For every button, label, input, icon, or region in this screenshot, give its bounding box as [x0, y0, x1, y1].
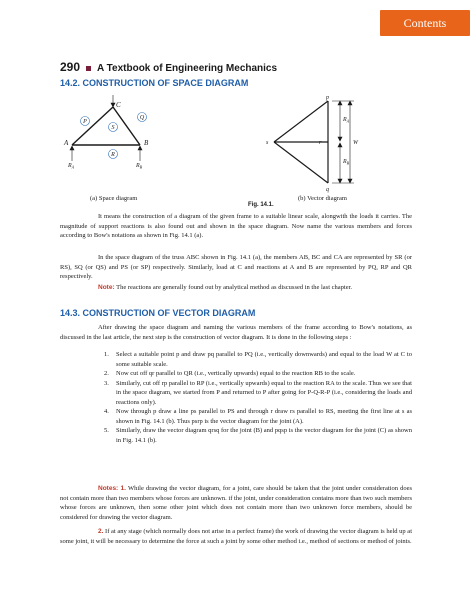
vector-dimension-labels: [342, 117, 359, 166]
steps-list: [60, 350, 412, 445]
step-number: 1.: [104, 351, 109, 358]
dimension-lines: [332, 101, 354, 183]
dim-w-bottom-head: [348, 179, 352, 183]
page-header: [60, 60, 277, 74]
paragraph-3: After drawing the space diagram and naming the various members of the frame according to Bow's notations, as discussed in the last article, the next step is the construction of vector diagram. It is done in the following steps :: [60, 324, 412, 341]
space-diagram-arrows: [70, 95, 142, 161]
dim-label-w: W: [353, 140, 358, 146]
notes-paragraph-2: [60, 527, 412, 546]
figure-label: Fig. 14.1.: [248, 202, 274, 208]
caption-vector-diagram: (b) Vector diagram: [298, 195, 347, 202]
book-title: A Textbook of Engineering Mechanics: [97, 63, 278, 74]
step-number: 2.: [104, 370, 109, 377]
vector-label-q: q: [326, 187, 329, 193]
dim-ra-bottom-head: [338, 137, 342, 141]
vector-label-s: s: [266, 140, 269, 146]
section-title-space-diagram: 14.2. CONSTRUCTION OF SPACE DIAGRAM: [60, 78, 249, 88]
contents-button[interactable]: Contents: [380, 10, 470, 36]
bow-label-r: R: [111, 152, 115, 158]
vector-labels: [266, 95, 329, 193]
vector-label-p: p: [326, 95, 329, 101]
caption-space-diagram: (a) Space diagram: [90, 195, 138, 202]
section-title-vector-diagram: 14.3. CONSTRUCTION OF VECTOR DIAGRAM: [60, 308, 256, 318]
step-text: Similarly, cut off rp parallel to RP (i.e., vertically upwards) equal to the reaction RA to the scale. Thus we see that in the space diagram, we started from P and returned to P after going for P-Q-R-P (i.e., considering the loads and reactions only).: [116, 379, 412, 406]
note-label: Note:: [98, 284, 115, 291]
dim-w-top-head: [348, 101, 352, 105]
step-text: Now cut off qr parallel to QR (i.e., vertically upwards) equal to the reaction RB to the scale.: [116, 370, 356, 377]
dim-ra-top-head: [338, 101, 342, 105]
step-item: [60, 350, 412, 369]
paragraph-1: It means the construction of a diagram of the given frame to a suitable linear scale, alongwith the loads it carries. The magnitude of support reactions is also found out and shown in the space diagram. Now name the various members and forces according to Bow's notations as shown in Fig. 14.1 (a).: [60, 213, 412, 239]
step-item: [60, 407, 412, 426]
label-c: C: [116, 101, 121, 109]
label-b: B: [144, 139, 149, 147]
reaction-a-head: [70, 146, 74, 150]
reaction-label-rb: $R_B$: [136, 163, 143, 170]
step-item: [60, 379, 412, 408]
page-number: 290: [60, 60, 81, 74]
reaction-labels-space: [67, 163, 143, 170]
notes-text-2: If at any stage (which normally does not arise in a perfect frame) the work of drawing the vector diagram is held up at some joint, it will be necessary to determine the force at such a joint by some other method i.e., method of sections or method of joints.: [60, 528, 412, 545]
bow-label-q: Q: [139, 115, 145, 121]
step-number: 3.: [104, 379, 109, 387]
notes-label-2: 2.: [98, 528, 104, 535]
reaction-label-ra: $R_A$: [68, 163, 75, 170]
dim-label-rb: $R_B$: [343, 159, 350, 166]
bow-label-p: P: [83, 119, 87, 125]
load-arrow-head: [111, 103, 115, 107]
bow-label-s: S: [111, 125, 115, 131]
notes-label-1: Notes: 1.: [98, 485, 126, 492]
label-a: A: [64, 139, 69, 147]
step-text: Similarly, draw the vector diagram qrsq for the joint (B) and pqsp is the vector diagram for the joint (C) as shown in Fig. 14.1 (b).: [116, 427, 412, 444]
line-sq: [274, 142, 328, 183]
note-paragraph: [60, 283, 412, 293]
dim-rb-bottom-head: [338, 179, 342, 183]
step-text: Now through p draw a line ps parallel to PS and through r draw rs parallel to RS, meeting the first line at s as shown in Fig. 14.1 (b). Thus psrp is the vector diagram for the joint (A).: [116, 408, 412, 425]
step-text: Select a suitable point p and draw pq parallel to PQ (i.e., vertically downwards) and equal to the load W at C to some suitable scale.: [116, 351, 412, 368]
vector-label-r: r: [319, 140, 322, 146]
line-sp: [274, 101, 328, 142]
header-square-icon: [86, 66, 91, 71]
note-text: The reactions are generally found out by analytical method as discussed in the last chapter.: [114, 284, 353, 291]
step-number: 4.: [104, 408, 109, 415]
reaction-b-head: [138, 146, 142, 150]
space-diagram: [72, 107, 140, 145]
dim-rb-top-head: [338, 143, 342, 147]
step-item: [60, 369, 412, 379]
paragraph-2: In the space diagram of the truss ABC shown in Fig. 14.1 (a), the members AB, BC and CA are represented by SR (or RS), SQ (or QS) and PS (or SP) respectively. Similarly, load at C and reactions at A and B are represented by PQ, RP and QR respectively.: [60, 254, 412, 280]
member-ca: [72, 107, 113, 145]
step-number: 5.: [104, 427, 109, 434]
bow-notation-labels: [82, 115, 145, 158]
notes-paragraph-1: [60, 484, 412, 522]
step-item: [60, 426, 412, 445]
notes-text-1: While drawing the vector diagram, for a joint, care should be taken that the joint under consideration does not contain more than two members whose forces are unknown. if the joint, under consideration contains more than two such members whose forces are unknown, then some other joint which does not contain more than two unknown force members, should be considered for drawing the vector diagram.: [60, 485, 412, 521]
dim-label-ra: $R_A$: [343, 117, 350, 124]
member-bc: [113, 107, 140, 145]
